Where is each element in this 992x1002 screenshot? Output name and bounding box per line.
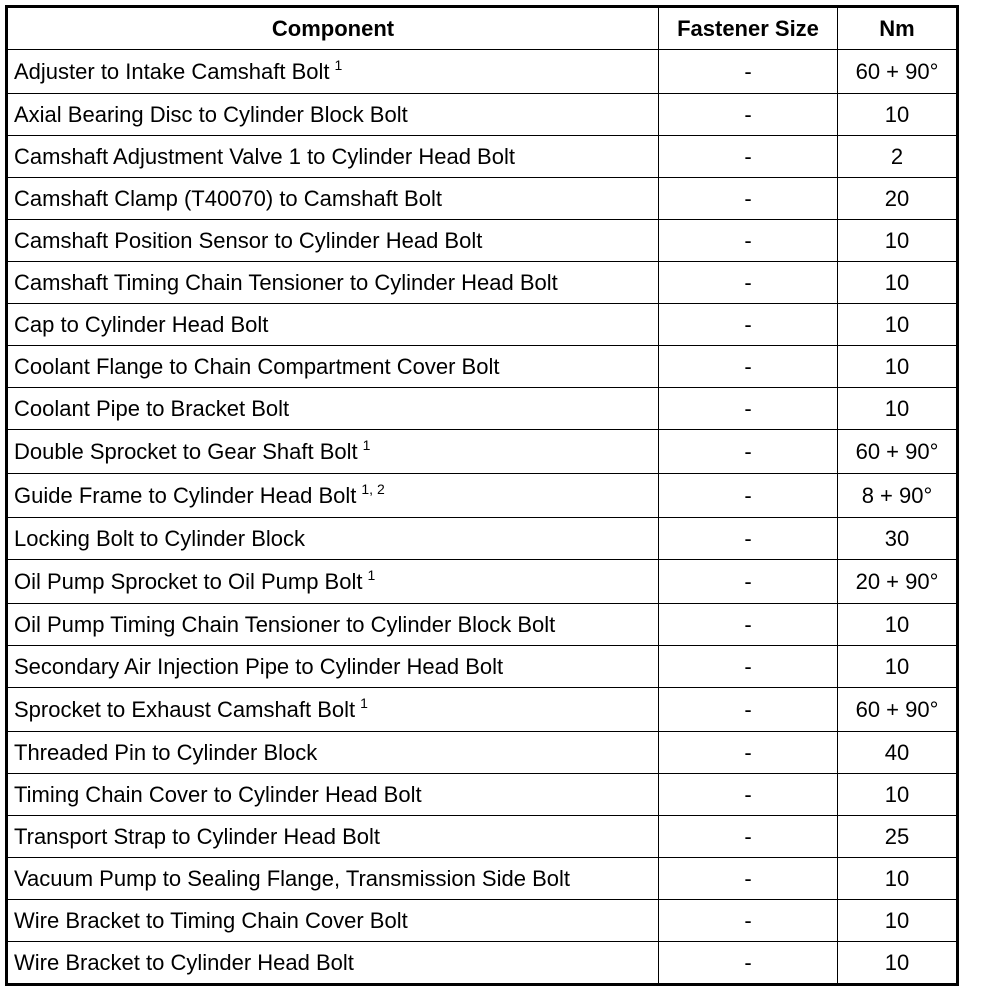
component-name: Vacuum Pump to Sealing Flange, Transmission Side Bolt (14, 865, 570, 891)
component-cell (7, 604, 659, 646)
torque-value-cell: 60 + 90° (838, 430, 958, 474)
fastener-size-cell: - (659, 136, 838, 178)
table-row (7, 474, 958, 518)
component-cell (7, 136, 659, 178)
fastener-size-cell: - (659, 858, 838, 900)
table-row (7, 50, 958, 94)
footnote-marker: 1 (367, 566, 376, 583)
component-name: Wire Bracket to Timing Chain Cover Bolt (14, 907, 408, 933)
fastener-size-cell: - (659, 604, 838, 646)
component-cell (7, 942, 659, 985)
table-body (7, 50, 958, 985)
table-row (7, 688, 958, 732)
table-row (7, 732, 958, 774)
table-row (7, 430, 958, 474)
component-cell (7, 304, 659, 346)
component-name: Locking Bolt to Cylinder Block (14, 525, 306, 551)
table-row (7, 94, 958, 136)
component-cell (7, 262, 659, 304)
component-name: Double Sprocket to Gear Shaft Bolt (14, 438, 358, 464)
torque-value-cell: 10 (838, 304, 958, 346)
component-name: Sprocket to Exhaust Camshaft Bolt (14, 696, 356, 722)
torque-value-cell: 10 (838, 346, 958, 388)
torque-value-cell: 10 (838, 604, 958, 646)
component-cell (7, 178, 659, 220)
footnote-marker: 1 (362, 436, 371, 453)
table-row (7, 346, 958, 388)
header-component: Component (7, 7, 659, 50)
torque-value-cell: 10 (838, 900, 958, 942)
fastener-size-cell: - (659, 816, 838, 858)
header-row (7, 7, 958, 50)
fastener-size-cell: - (659, 560, 838, 604)
fastener-size-cell: - (659, 474, 838, 518)
fastener-size-cell: - (659, 178, 838, 220)
component-cell (7, 518, 659, 560)
table-row (7, 646, 958, 688)
table-row (7, 518, 958, 560)
component-cell (7, 732, 659, 774)
component-name: Camshaft Clamp (T40070) to Camshaft Bolt (14, 185, 442, 211)
component-cell (7, 816, 659, 858)
table-row (7, 604, 958, 646)
torque-value-cell: 20 + 90° (838, 560, 958, 604)
component-name: Camshaft Adjustment Valve 1 to Cylinder Head Bolt (14, 143, 515, 169)
torque-value-cell: 10 (838, 858, 958, 900)
torque-value-cell: 10 (838, 388, 958, 430)
component-cell (7, 774, 659, 816)
table-row (7, 262, 958, 304)
component-name: Transport Strap to Cylinder Head Bolt (14, 823, 381, 849)
fastener-size-cell: - (659, 732, 838, 774)
table-row (7, 816, 958, 858)
component-cell (7, 474, 659, 518)
component-cell (7, 858, 659, 900)
table-row (7, 942, 958, 985)
component-cell (7, 388, 659, 430)
fastener-size-cell: - (659, 774, 838, 816)
torque-value-cell: 10 (838, 646, 958, 688)
component-name: Coolant Pipe to Bracket Bolt (14, 395, 290, 421)
fastener-size-cell: - (659, 50, 838, 94)
torque-value-cell: 2 (838, 136, 958, 178)
component-cell (7, 646, 659, 688)
component-cell (7, 900, 659, 942)
header-nm: Nm (838, 7, 958, 50)
component-cell (7, 220, 659, 262)
component-name: Threaded Pin to Cylinder Block (14, 739, 318, 765)
component-name: Oil Pump Timing Chain Tensioner to Cylinder Block Bolt (14, 611, 556, 637)
torque-value-cell: 10 (838, 774, 958, 816)
component-name: Timing Chain Cover to Cylinder Head Bolt (14, 781, 422, 807)
fastener-size-cell: - (659, 388, 838, 430)
fastener-size-cell: - (659, 518, 838, 560)
fastener-size-cell: - (659, 430, 838, 474)
table-row (7, 900, 958, 942)
table-row (7, 560, 958, 604)
component-name: Coolant Flange to Chain Compartment Cover Bolt (14, 353, 500, 379)
table-row (7, 388, 958, 430)
footnote-marker: 1 (360, 694, 368, 711)
torque-value-cell: 30 (838, 518, 958, 560)
component-name: Camshaft Position Sensor to Cylinder Head Bolt (14, 227, 483, 253)
component-name: Secondary Air Injection Pipe to Cylinder Head Bolt (14, 653, 504, 679)
component-name: Axial Bearing Disc to Cylinder Block Bolt (14, 101, 408, 127)
fastener-size-cell: - (659, 94, 838, 136)
component-cell (7, 430, 659, 474)
torque-value-cell: 10 (838, 94, 958, 136)
component-cell (7, 94, 659, 136)
component-name: Camshaft Timing Chain Tensioner to Cylinder Head Bolt (14, 269, 558, 295)
torque-value-cell: 10 (838, 220, 958, 262)
component-name: Wire Bracket to Cylinder Head Bolt (14, 949, 354, 975)
fastener-size-cell: - (659, 346, 838, 388)
component-name: Adjuster to Intake Camshaft Bolt (14, 58, 330, 84)
table-row (7, 178, 958, 220)
torque-value-cell: 10 (838, 942, 958, 985)
table-row (7, 136, 958, 178)
torque-value-cell: 60 + 90° (838, 50, 958, 94)
torque-value-cell: 40 (838, 732, 958, 774)
component-cell (7, 560, 659, 604)
fastener-size-cell: - (659, 304, 838, 346)
footnote-marker: 1 (334, 56, 343, 73)
fastener-size-cell: - (659, 220, 838, 262)
component-cell (7, 346, 659, 388)
fastener-size-cell: - (659, 688, 838, 732)
torque-value-cell: 10 (838, 262, 958, 304)
torque-specification-table (5, 5, 959, 986)
component-cell (7, 688, 659, 732)
torque-value-cell: 20 (838, 178, 958, 220)
fastener-size-cell: - (659, 942, 838, 985)
component-name: Cap to Cylinder Head Bolt (14, 311, 269, 337)
component-cell (7, 50, 659, 94)
component-name: Oil Pump Sprocket to Oil Pump Bolt (14, 568, 363, 594)
table-row (7, 304, 958, 346)
fastener-size-cell: - (659, 262, 838, 304)
table-row (7, 774, 958, 816)
header-fastener-size: Fastener Size (659, 7, 838, 50)
table-row (7, 858, 958, 900)
footnote-marker: 1, 2 (361, 480, 385, 497)
table-header (7, 7, 958, 50)
fastener-size-cell: - (659, 646, 838, 688)
table-row (7, 220, 958, 262)
torque-value-cell: 8 + 90° (838, 474, 958, 518)
fastener-size-cell: - (659, 900, 838, 942)
component-name: Guide Frame to Cylinder Head Bolt (14, 482, 357, 508)
torque-value-cell: 25 (838, 816, 958, 858)
torque-value-cell: 60 + 90° (838, 688, 958, 732)
